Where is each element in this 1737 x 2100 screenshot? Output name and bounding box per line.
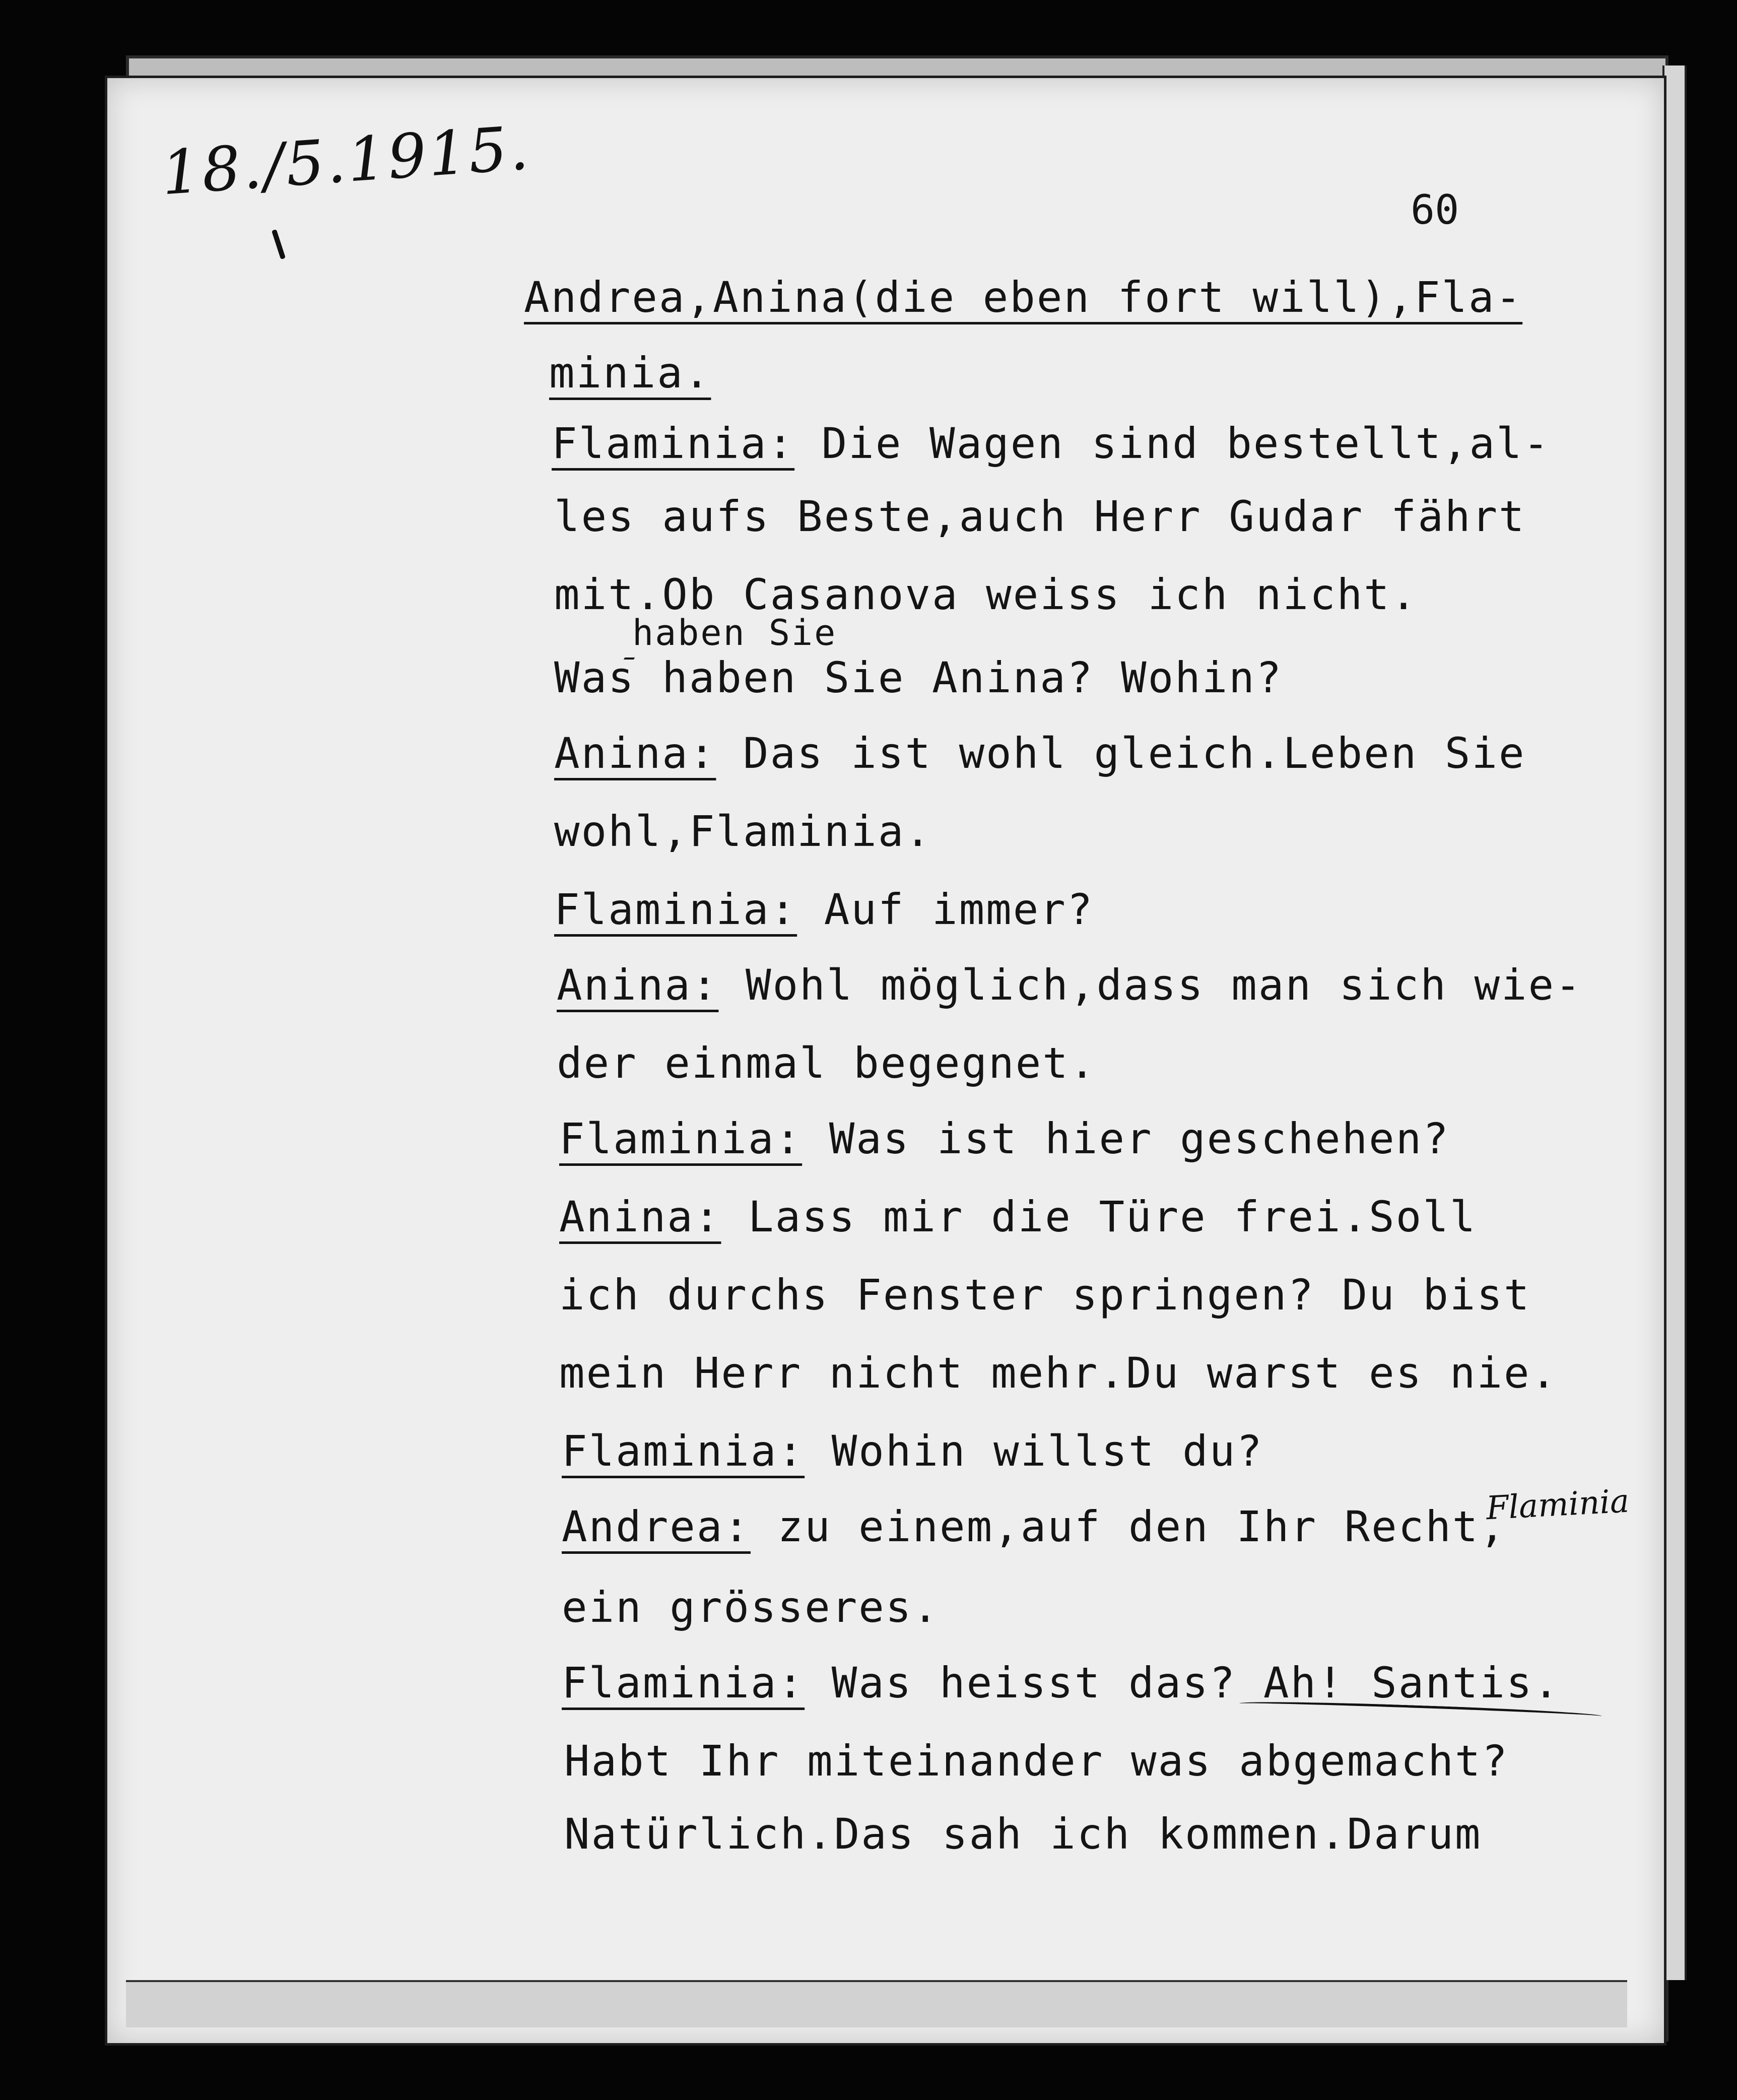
text-line — [559, 1192, 1477, 1242]
text-line — [562, 1582, 940, 1632]
text-line — [559, 1348, 1558, 1398]
text-line — [562, 1658, 1560, 1708]
page-number: 60 — [1411, 186, 1459, 233]
line-text: ich durchs Fenster springen? Du bist — [559, 1270, 1531, 1320]
speaker-label: Andrea: — [562, 1502, 751, 1551]
speaker-label: Flaminia: — [554, 885, 797, 934]
line-text: Lass mir die Türe frei.Soll — [721, 1192, 1477, 1241]
text-line — [564, 1736, 1509, 1786]
text-line — [554, 884, 1094, 935]
text-line — [554, 728, 1526, 778]
line-text: Auf immer? — [797, 885, 1094, 934]
page-bottom-strip — [126, 1980, 1627, 2027]
speaker-label: Anina: — [557, 960, 719, 1010]
text-line — [564, 1809, 1482, 1859]
line-text: Das ist wohl gleich.Leben Sie — [716, 729, 1526, 778]
speaker-label: Anina: — [559, 1192, 721, 1241]
speaker-label: Flaminia: — [552, 419, 795, 468]
line-text: Natürlich.Das sah ich kommen.Darum — [564, 1809, 1482, 1859]
stage-direction-line-2: minia. — [549, 348, 711, 398]
line-text: mit.Ob Casanova weiss ich nicht. — [554, 570, 1418, 619]
text-line — [557, 1038, 1096, 1088]
stage-direction-line-1: Andrea,Anina(die eben fort will),Fla- — [524, 273, 1523, 322]
line-text: Was heisst das? Ah! Santis. — [805, 1658, 1561, 1708]
text-line — [562, 1426, 1263, 1476]
line-text: zu einem,auf den Ihr Recht, — [751, 1502, 1507, 1551]
handwritten-date: 18./5.1915. — [159, 113, 533, 209]
handwritten-insertion: haben Sie — [632, 612, 837, 653]
line-text: les aufs Beste,auch Herr Gudar fährt — [554, 492, 1526, 541]
text-line — [554, 491, 1526, 542]
text-line — [559, 1113, 1450, 1164]
speaker-label: Flaminia: — [559, 1114, 803, 1163]
line-text: Die Wagen sind bestellt,al- — [794, 419, 1551, 468]
margin-note: Flaminia — [1485, 1482, 1630, 1528]
line-text: mein Herr nicht mehr.Du warst es nie. — [559, 1348, 1558, 1398]
line-text: Wohin willst du? — [805, 1426, 1263, 1476]
speaker-label: Flaminia: — [562, 1426, 805, 1476]
text-line — [554, 806, 932, 857]
line-text: wohl,Flaminia. — [554, 807, 932, 856]
text-line — [552, 418, 1550, 469]
line-text: Was haben Sie Anina? Wohin? — [554, 653, 1283, 702]
speaker-label: Flaminia: — [562, 1658, 805, 1708]
line-text: Wohl möglich,dass man sich wie- — [718, 960, 1582, 1010]
text-line — [554, 652, 1283, 703]
line-text: Habt Ihr miteinander was abgemacht? — [564, 1736, 1509, 1786]
line-text: Was ist hier geschehen? — [802, 1114, 1450, 1163]
line-text: ein grösseres. — [562, 1583, 940, 1632]
text-line — [557, 960, 1582, 1010]
text-line — [562, 1501, 1506, 1552]
speaker-label: Anina: — [554, 729, 716, 778]
text-line — [559, 1270, 1531, 1320]
line-text: der einmal begegnet. — [557, 1038, 1097, 1088]
